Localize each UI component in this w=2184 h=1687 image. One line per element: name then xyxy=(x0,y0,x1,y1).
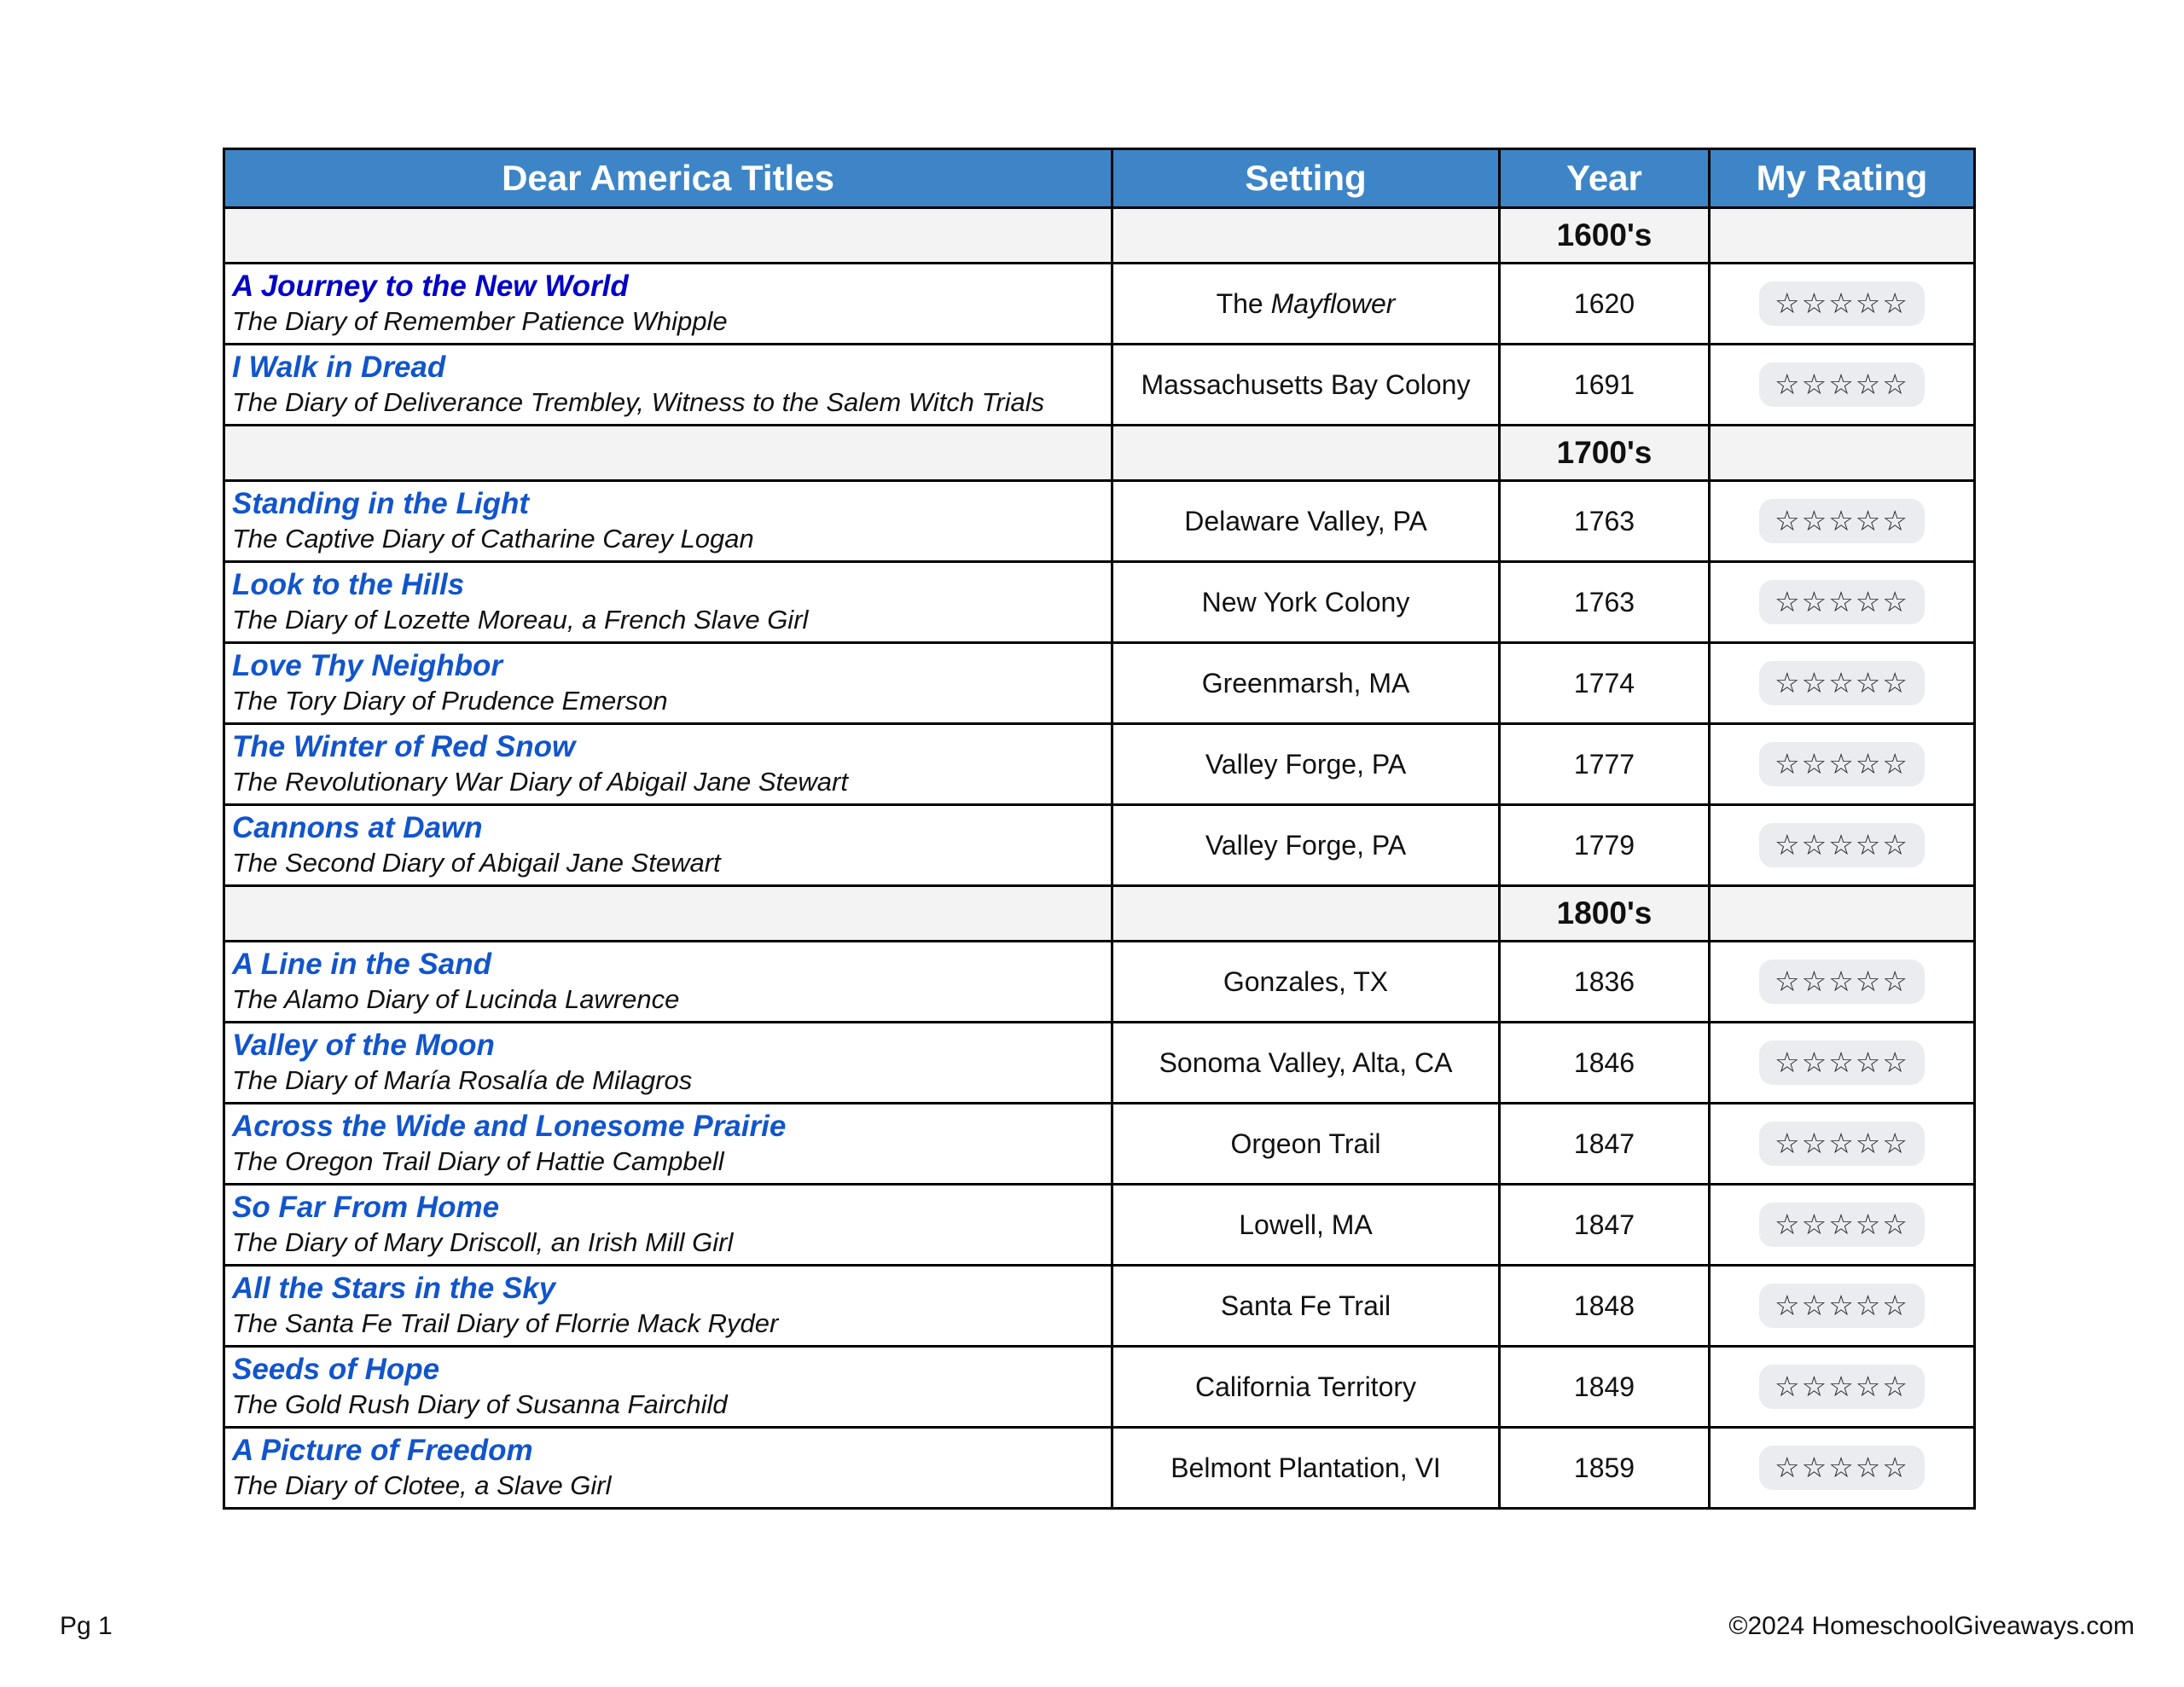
book-title-link[interactable]: A Line in the Sand xyxy=(232,948,491,981)
dear-america-table xyxy=(223,148,1976,1510)
year-cell: 1849 xyxy=(1500,1347,1710,1428)
header-year: Year xyxy=(1500,149,1710,208)
setting-cell xyxy=(1112,345,1500,426)
setting-ship-name: Mayflower xyxy=(1270,287,1396,319)
book-title-link[interactable]: All the Stars in the Sky xyxy=(232,1272,556,1305)
rating-cell xyxy=(1710,345,1975,426)
title-cell xyxy=(224,643,1112,724)
era-blank-cell xyxy=(1710,426,1975,481)
rating-cell xyxy=(1710,1104,1975,1185)
setting-cell xyxy=(1112,481,1500,562)
setting-cell xyxy=(1112,1185,1500,1266)
book-subtitle: The Diary of Deliverance Trembley, Witness to the Salem Witch Trials xyxy=(232,387,1045,417)
setting-cell xyxy=(1112,643,1500,724)
book-title-link[interactable]: Across the Wide and Lonesome Prairie xyxy=(232,1110,787,1143)
setting-cell xyxy=(1112,562,1500,643)
star-rating[interactable]: ☆☆☆☆☆ xyxy=(1759,823,1925,867)
era-blank-cell xyxy=(224,208,1112,264)
star-rating[interactable]: ☆☆☆☆☆ xyxy=(1759,959,1925,1004)
title-cell xyxy=(224,1428,1112,1509)
year-cell: 1836 xyxy=(1500,942,1710,1023)
setting-text: Delaware Valley, PA xyxy=(1184,505,1427,536)
setting-text: Valley Forge, PA xyxy=(1205,748,1407,780)
table-row xyxy=(224,481,1975,562)
header-rating: My Rating xyxy=(1710,149,1975,208)
book-title-link[interactable]: Standing in the Light xyxy=(232,487,530,520)
page-number: Pg 1 xyxy=(60,1612,113,1640)
header-titles: Dear America Titles xyxy=(224,149,1112,208)
title-cell xyxy=(224,562,1112,643)
title-cell xyxy=(224,345,1112,426)
title-cell xyxy=(224,942,1112,1023)
year-cell: 1859 xyxy=(1500,1428,1710,1509)
table-row xyxy=(224,345,1975,426)
year-cell: 1846 xyxy=(1500,1023,1710,1104)
star-rating[interactable]: ☆☆☆☆☆ xyxy=(1759,281,1925,326)
era-blank-cell xyxy=(1710,208,1975,264)
title-cell xyxy=(224,1104,1112,1185)
setting-text: Lowell, MA xyxy=(1239,1209,1373,1240)
year-cell: 1763 xyxy=(1500,562,1710,643)
star-rating[interactable]: ☆☆☆☆☆ xyxy=(1759,362,1925,407)
table-body xyxy=(224,208,1975,1509)
book-title-link[interactable]: So Far From Home xyxy=(232,1191,500,1224)
title-cell xyxy=(224,805,1112,886)
rating-cell xyxy=(1710,643,1975,724)
table-row xyxy=(224,1104,1975,1185)
table-row xyxy=(224,1185,1975,1266)
book-subtitle: The Alamo Diary of Lucinda Lawrence xyxy=(232,984,680,1014)
book-title-link[interactable]: The Winter of Red Snow xyxy=(232,730,576,763)
book-subtitle: The Revolutionary War Diary of Abigail Jane Stewart xyxy=(232,767,848,797)
era-label: 1800's xyxy=(1500,886,1710,942)
era-blank-cell xyxy=(224,886,1112,942)
star-rating[interactable]: ☆☆☆☆☆ xyxy=(1759,580,1925,624)
rating-cell xyxy=(1710,562,1975,643)
setting-text: Valley Forge, PA xyxy=(1205,829,1407,861)
book-title-link[interactable]: Love Thy Neighbor xyxy=(232,649,502,682)
year-cell: 1779 xyxy=(1500,805,1710,886)
book-subtitle: The Diary of Lozette Moreau, a French Slave Girl xyxy=(232,605,809,635)
book-subtitle: The Diary of Mary Driscoll, an Irish Mill Girl xyxy=(232,1227,734,1257)
setting-cell xyxy=(1112,1023,1500,1104)
star-rating[interactable]: ☆☆☆☆☆ xyxy=(1759,1122,1925,1166)
copyright-notice: ©2024 HomeschoolGiveaways.com xyxy=(1728,1612,2135,1640)
rating-cell xyxy=(1710,1266,1975,1347)
setting-cell xyxy=(1112,264,1500,345)
star-rating[interactable]: ☆☆☆☆☆ xyxy=(1759,742,1925,786)
table-row xyxy=(224,643,1975,724)
setting-text: Orgeon Trail xyxy=(1230,1128,1381,1159)
setting-text: Sonoma Valley, Alta, CA xyxy=(1159,1046,1453,1078)
book-subtitle: The Tory Diary of Prudence Emerson xyxy=(232,686,668,716)
book-subtitle: The Oregon Trail Diary of Hattie Campbell xyxy=(232,1146,724,1176)
book-title-link[interactable]: A Journey to the New World xyxy=(232,270,629,303)
title-cell xyxy=(224,1023,1112,1104)
year-cell: 1847 xyxy=(1500,1104,1710,1185)
header-setting: Setting xyxy=(1112,149,1500,208)
era-label: 1700's xyxy=(1500,426,1710,481)
book-title-link[interactable]: I Walk in Dread xyxy=(232,351,446,384)
setting-cell xyxy=(1112,1347,1500,1428)
setting-text: New York Colony xyxy=(1201,586,1410,617)
year-cell: 1847 xyxy=(1500,1185,1710,1266)
setting-cell xyxy=(1112,942,1500,1023)
title-cell xyxy=(224,481,1112,562)
rating-cell xyxy=(1710,1023,1975,1104)
year-cell: 1620 xyxy=(1500,264,1710,345)
table-row xyxy=(224,805,1975,886)
book-subtitle: The Diary of Clotee, a Slave Girl xyxy=(232,1470,612,1500)
setting-text: Belmont Plantation, VI xyxy=(1170,1452,1441,1483)
era-blank-cell xyxy=(1112,208,1500,264)
table-row xyxy=(224,562,1975,643)
rating-cell xyxy=(1710,1347,1975,1428)
book-subtitle: The Captive Diary of Catharine Carey Logan xyxy=(232,524,754,554)
year-cell: 1691 xyxy=(1500,345,1710,426)
star-rating[interactable]: ☆☆☆☆☆ xyxy=(1759,1284,1925,1328)
book-title-link[interactable]: A Picture of Freedom xyxy=(232,1434,533,1467)
title-cell xyxy=(224,724,1112,805)
year-cell: 1848 xyxy=(1500,1266,1710,1347)
setting-prefix: The xyxy=(1216,287,1271,319)
title-cell xyxy=(224,264,1112,345)
book-title-link[interactable]: Look to the Hills xyxy=(232,568,465,601)
table-row xyxy=(224,264,1975,345)
book-subtitle: The Second Diary of Abigail Jane Stewart xyxy=(232,848,721,878)
table-row xyxy=(224,942,1975,1023)
rating-cell xyxy=(1710,481,1975,562)
year-cell: 1774 xyxy=(1500,643,1710,724)
rating-cell xyxy=(1710,805,1975,886)
table-row xyxy=(224,1023,1975,1104)
year-cell: 1763 xyxy=(1500,481,1710,562)
setting-text: Santa Fe Trail xyxy=(1220,1290,1391,1321)
book-title-link[interactable]: Valley of the Moon xyxy=(232,1029,495,1062)
rating-cell xyxy=(1710,1185,1975,1266)
setting-text: Greenmarsh, MA xyxy=(1201,667,1410,699)
book-subtitle: The Diary of María Rosalía de Milagros xyxy=(232,1065,693,1095)
era-blank-cell xyxy=(1112,426,1500,481)
era-row xyxy=(224,208,1975,264)
setting-text: Massachusetts Bay Colony xyxy=(1141,368,1471,400)
star-rating[interactable]: ☆☆☆☆☆ xyxy=(1759,1041,1925,1085)
star-rating[interactable]: ☆☆☆☆☆ xyxy=(1759,1203,1925,1247)
table-row xyxy=(224,1347,1975,1428)
star-rating[interactable]: ☆☆☆☆☆ xyxy=(1759,499,1925,543)
rating-cell xyxy=(1710,942,1975,1023)
era-label: 1600's xyxy=(1500,208,1710,264)
setting-cell xyxy=(1112,1266,1500,1347)
era-row xyxy=(224,886,1975,942)
book-title-link[interactable]: Seeds of Hope xyxy=(232,1353,440,1386)
table-row xyxy=(224,1266,1975,1347)
table-header-row xyxy=(224,149,1975,208)
setting-cell xyxy=(1112,1428,1500,1509)
star-rating[interactable]: ☆☆☆☆☆ xyxy=(1759,1446,1925,1490)
title-cell xyxy=(224,1347,1112,1428)
setting-cell xyxy=(1112,1104,1500,1185)
era-row xyxy=(224,426,1975,481)
title-cell xyxy=(224,1185,1112,1266)
book-subtitle: The Santa Fe Trail Diary of Florrie Mack Ryder xyxy=(232,1308,779,1338)
star-rating[interactable]: ☆☆☆☆☆ xyxy=(1759,1365,1925,1409)
book-title-link[interactable]: Cannons at Dawn xyxy=(232,811,483,844)
era-blank-cell xyxy=(1112,886,1500,942)
rating-cell xyxy=(1710,1428,1975,1509)
setting-cell xyxy=(1112,805,1500,886)
setting-text: Gonzales, TX xyxy=(1223,965,1389,997)
rating-cell xyxy=(1710,724,1975,805)
book-subtitle: The Gold Rush Diary of Susanna Fairchild xyxy=(232,1389,728,1419)
era-blank-cell xyxy=(224,426,1112,481)
rating-cell xyxy=(1710,264,1975,345)
book-subtitle: The Diary of Remember Patience Whipple xyxy=(232,306,728,336)
title-cell xyxy=(224,1266,1112,1347)
year-cell: 1777 xyxy=(1500,724,1710,805)
setting-cell xyxy=(1112,724,1500,805)
table-row xyxy=(224,724,1975,805)
table-row xyxy=(224,1428,1975,1509)
star-rating[interactable]: ☆☆☆☆☆ xyxy=(1759,661,1925,705)
setting-text: California Territory xyxy=(1194,1371,1417,1402)
era-blank-cell xyxy=(1710,886,1975,942)
